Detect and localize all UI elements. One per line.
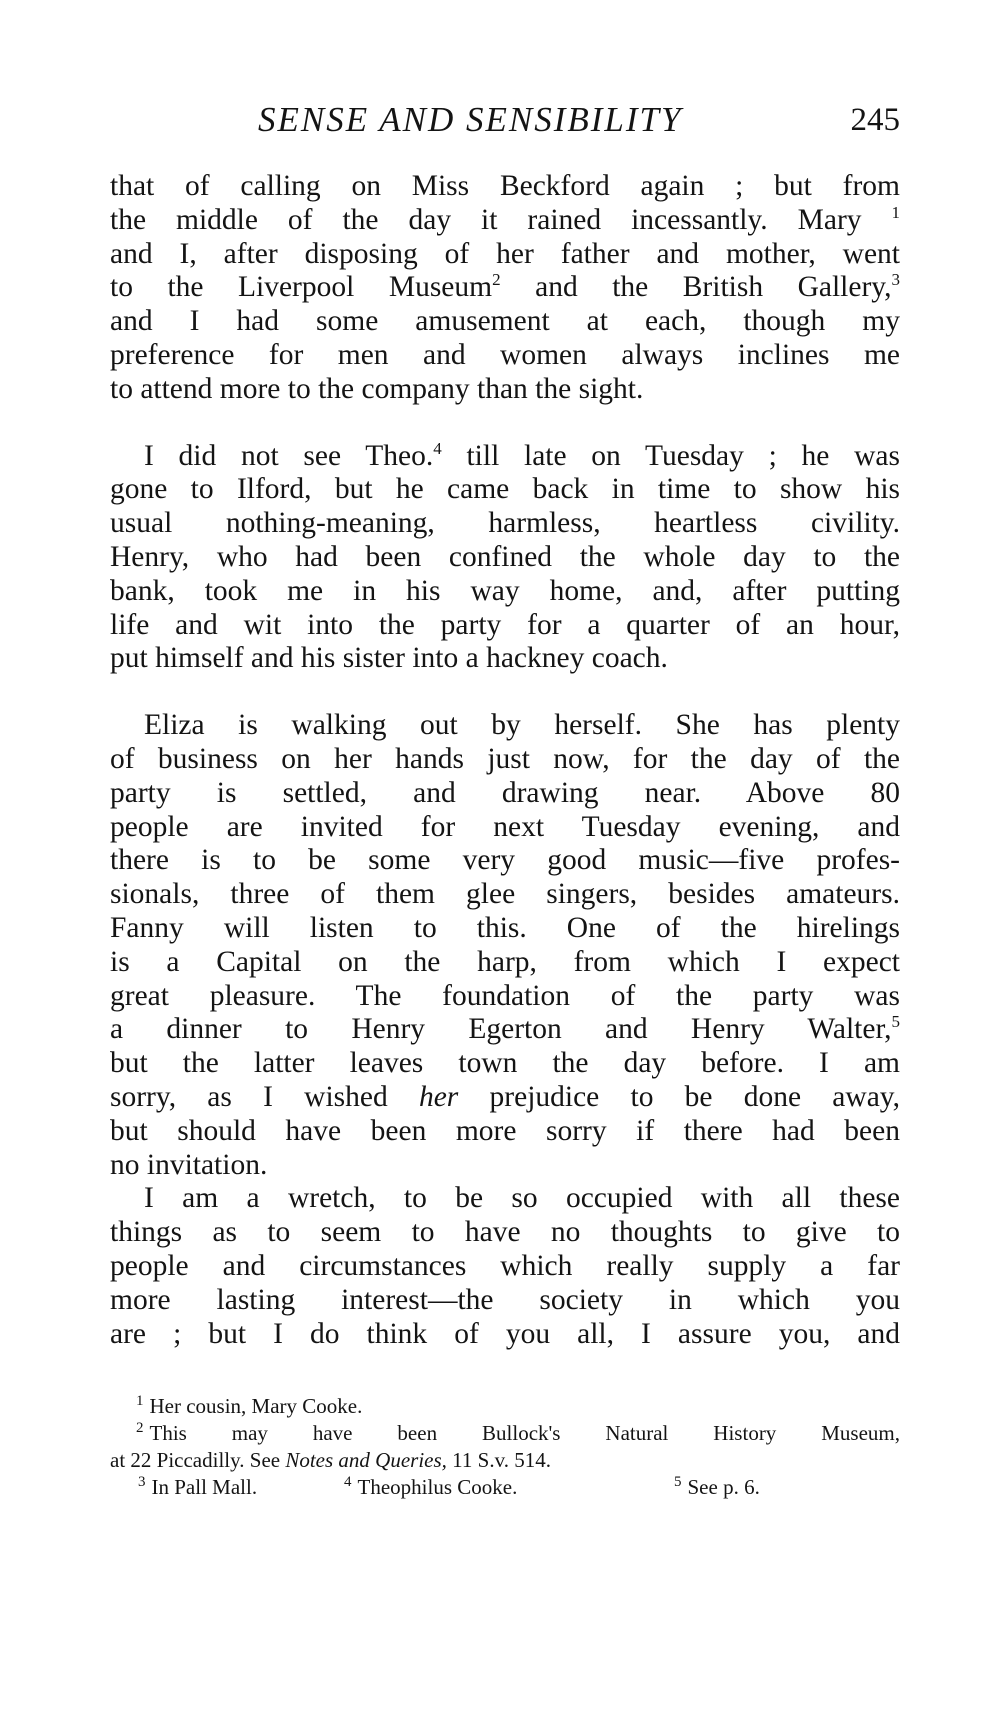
text-line: and I had some amusement at each, though my xyxy=(110,305,900,338)
footnote-ref: 5 xyxy=(891,1012,900,1032)
footnote: $^5$ See p. 6. xyxy=(674,1474,760,1499)
text-line: more lasting interest—the society in which you xyxy=(110,1283,900,1316)
footnote: at 22 Piccadilly. See Notes and Queries, 11 S.v. 514. xyxy=(110,1448,551,1472)
text-line: a dinner to Henry Egerton and Henry Walter,$^5$ xyxy=(110,1012,900,1046)
footnote-row xyxy=(110,1474,900,1501)
text-line: there is to be some very good music—five profes- xyxy=(110,844,900,877)
text-line: life and wit into the party for a quarter of an hour, xyxy=(110,608,900,641)
footnote-number: 4 xyxy=(344,1474,352,1490)
text-line: things as to seem to have no thoughts to give to xyxy=(110,1216,900,1249)
footnote-number: 2 xyxy=(136,1420,144,1436)
paragraph-gap xyxy=(110,676,900,709)
text-line: of business on her hands just now, for the day of the xyxy=(110,742,900,775)
text-line: to attend more to the company than the sight. xyxy=(110,372,644,405)
text-line: I did not see Theo.$^4$ till late on Tuesday ; he was xyxy=(144,438,900,472)
paragraph-gap xyxy=(110,407,900,440)
text-line: great pleasure. The foundation of the party was xyxy=(110,979,900,1012)
footnote-number: 3 xyxy=(138,1474,146,1490)
running-title: SENSE AND SENSIBILITY xyxy=(258,100,683,139)
text-line: I am a wretch, to be so occupied with all these xyxy=(144,1182,900,1215)
footnote-ref: 4 xyxy=(433,438,442,458)
page-number: 245 xyxy=(850,102,900,138)
text-line: put himself and his sister into a hackney coach. xyxy=(110,642,668,675)
text-line: are ; but I do think of you all, I assure you, and xyxy=(110,1317,900,1350)
footnote-ref: 1 xyxy=(891,202,901,222)
text-line: usual nothing-meaning, harmless, heartless civility. xyxy=(110,507,900,540)
text-line: sorry, as I wished her prejudice to be done away, xyxy=(110,1080,901,1113)
footnote: $^3$ In Pall Mall. xyxy=(138,1474,258,1499)
text-line: to the Liverpool Museum$^2$ and the British Gallery,$^3$ xyxy=(110,270,900,304)
text-line: people and circumstances which really supply a far xyxy=(110,1249,900,1282)
footnote: $^4$ Theophilus Cooke. xyxy=(344,1474,518,1499)
footnote: $^1$ Her cousin, Mary Cooke. xyxy=(136,1393,363,1418)
emphasis: her xyxy=(418,1080,459,1113)
footnote: $^2$ This may have been Bullock's Natural History Museum, xyxy=(136,1420,900,1445)
text-line: preference for men and women always inclines me xyxy=(110,338,900,371)
text-line: but the latter leaves town the day before. I am xyxy=(110,1047,900,1080)
text-line: people are invited for next Tuesday evening, and xyxy=(110,810,900,843)
text-line: but should have been more sorry if there had been xyxy=(110,1114,900,1147)
footnote-number: 5 xyxy=(674,1474,682,1490)
text-line: Fanny will listen to this. One of the hirelings xyxy=(110,911,900,944)
text-line: Henry, who had been confined the whole day to the xyxy=(110,540,900,573)
text-line: sionals, three of them glee singers, besides amateurs. xyxy=(110,878,900,911)
text-line: bank, took me in his way home, and, after putting xyxy=(110,574,900,607)
footnote-ref: 3 xyxy=(891,270,900,290)
text-line: Eliza is walking out by herself. She has plenty xyxy=(144,709,900,742)
text-line: the middle of the day it rained incessantly. Mary $^1$ xyxy=(110,202,901,236)
text-line: that of calling on Miss Beckford again ; but from xyxy=(110,170,900,202)
page-header xyxy=(110,100,900,150)
text-line: is a Capital on the harp, from which I expect xyxy=(110,945,900,978)
body-text xyxy=(110,170,900,1351)
text-line: and I, after disposing of her father and mother, went xyxy=(110,237,900,270)
text-line: gone to Ilford, but he came back in time to show his xyxy=(110,473,900,506)
text-line: no invitation. xyxy=(110,1148,268,1181)
footnotes xyxy=(110,1393,900,1501)
footnote-ref: 2 xyxy=(492,270,501,290)
text-line: party is settled, and drawing near. Above 80 xyxy=(110,776,900,809)
footnote-number: 1 xyxy=(136,1393,144,1409)
